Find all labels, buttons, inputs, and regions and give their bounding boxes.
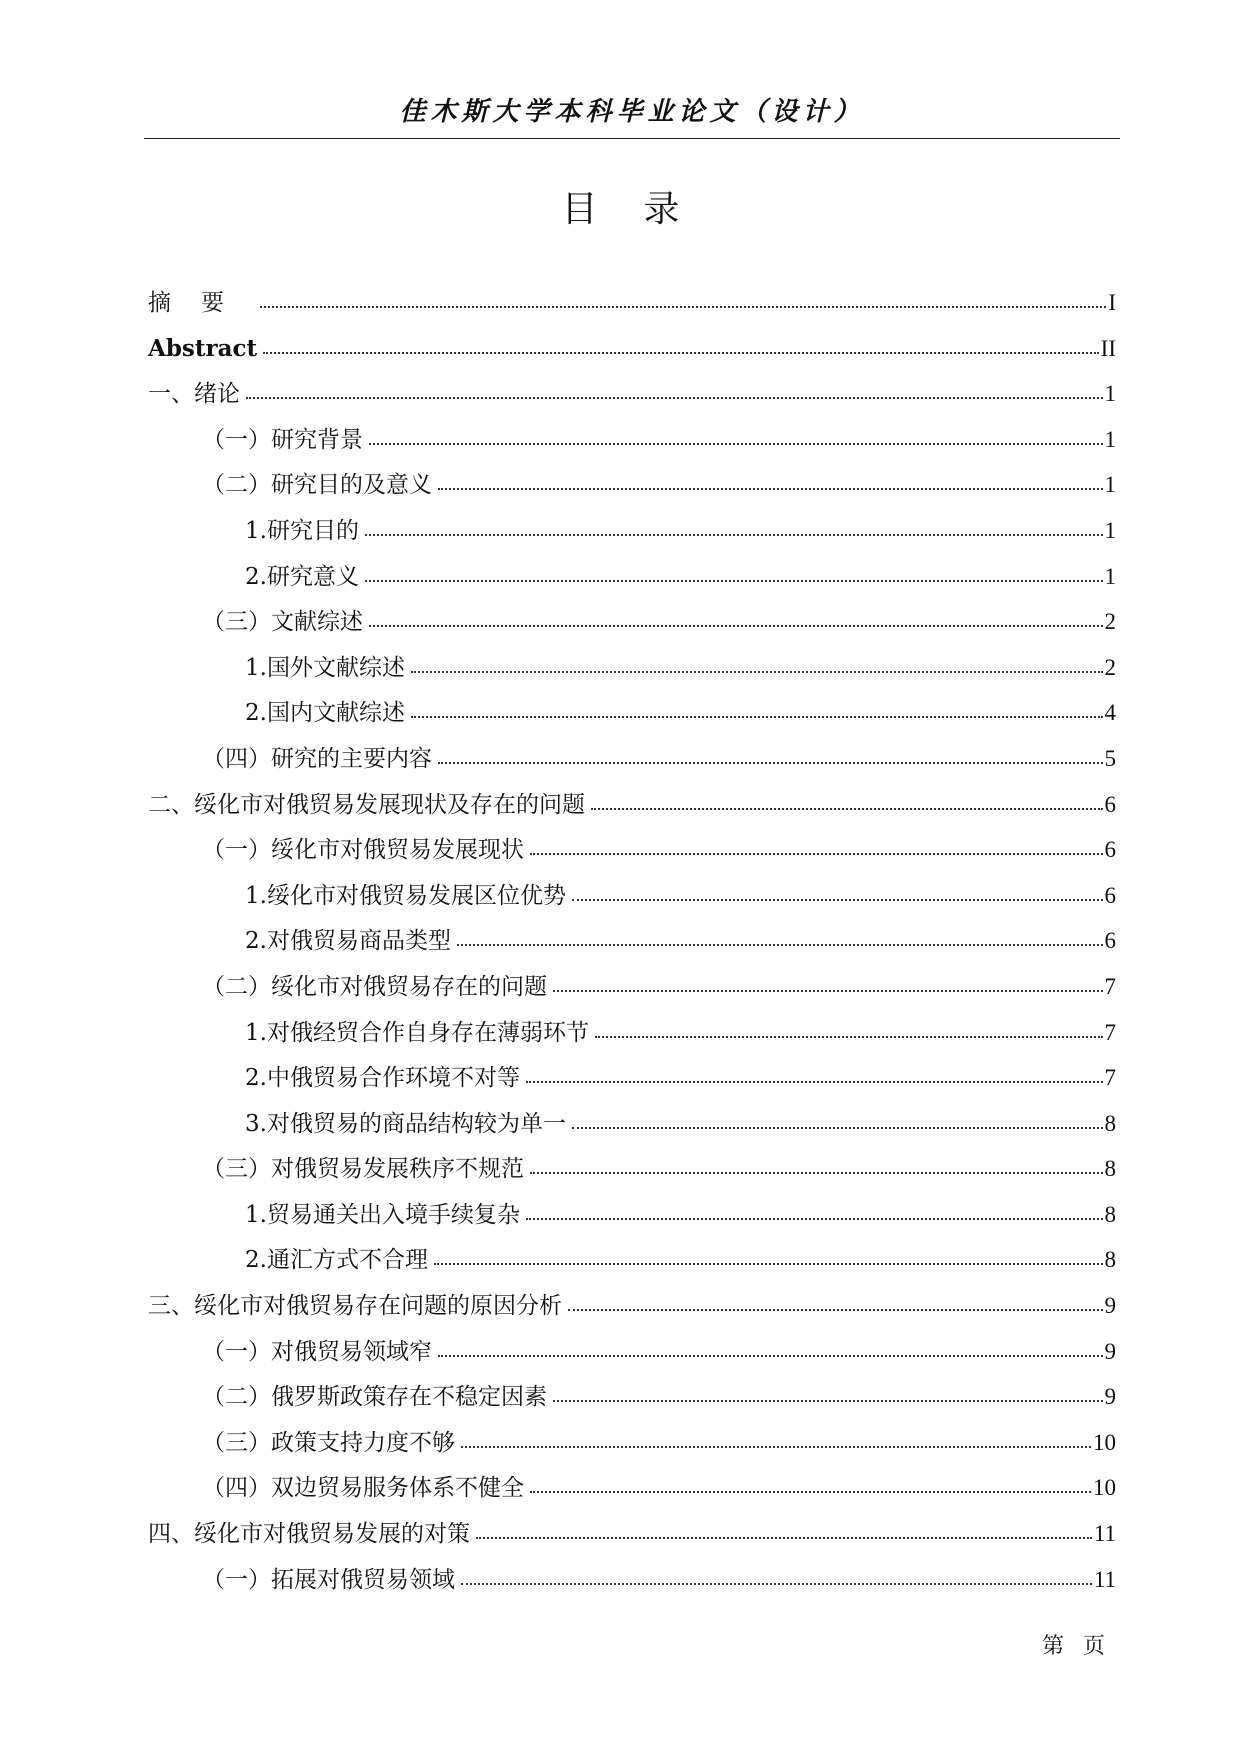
dot-leader xyxy=(369,437,1103,445)
toc-entry-label: （一）研究背景 xyxy=(202,426,363,453)
dot-leader xyxy=(526,1212,1103,1220)
toc-entry-page: 11 xyxy=(1093,1566,1116,1592)
dot-leader xyxy=(411,710,1103,718)
toc-entry-label: （三）对俄贸易发展秩序不规范 xyxy=(202,1156,524,1183)
toc-entry-label: （一）对俄贸易领域窄 xyxy=(202,1338,432,1365)
toc-entry-page: 6 xyxy=(1104,791,1116,817)
dot-leader xyxy=(369,619,1103,627)
toc-entry-page: 6 xyxy=(1104,928,1116,954)
toc-entry-page: 8 xyxy=(1104,1201,1116,1227)
toc-entry[interactable] xyxy=(148,1420,1116,1466)
dot-leader xyxy=(365,574,1103,582)
dot-leader xyxy=(461,1440,1091,1448)
toc-entry[interactable] xyxy=(148,1192,1116,1238)
toc-entry-page: 8 xyxy=(1104,1110,1116,1136)
dot-leader xyxy=(434,1257,1103,1265)
page-footer: 第 页 xyxy=(1042,1634,1111,1659)
toc-entry-page: 7 xyxy=(1104,1019,1116,1045)
toc-entry[interactable] xyxy=(148,280,1116,326)
toc-entry-page: I xyxy=(1108,290,1116,315)
toc-entry-label: （四）研究的主要内容 xyxy=(202,745,432,772)
toc-entry-page: 8 xyxy=(1104,1156,1116,1182)
toc-entry-page: 6 xyxy=(1104,837,1116,863)
toc-entry[interactable] xyxy=(148,827,1116,873)
toc-entry-label: 1.国外文献综述 xyxy=(245,654,405,681)
toc-entry-page: 9 xyxy=(1104,1293,1116,1319)
toc-entry[interactable] xyxy=(148,1557,1116,1603)
toc-entry-label: 2.中俄贸易合作环境不对等 xyxy=(245,1065,520,1092)
toc-entry-page: 2 xyxy=(1104,609,1116,635)
dot-leader xyxy=(438,482,1103,490)
toc-entry-page: 5 xyxy=(1104,745,1116,771)
toc-entry-label: （二）绥化市对俄贸易存在的问题 xyxy=(202,973,547,1000)
toc-entry-page: 1 xyxy=(1104,426,1116,452)
toc-entry-label: 1.贸易通关出入境手续复杂 xyxy=(245,1201,520,1228)
toc-entry-label: 三、绥化市对俄贸易存在问题的原因分析 xyxy=(148,1293,562,1320)
toc-entry-label: （一）绥化市对俄贸易发展现状 xyxy=(202,837,524,864)
toc-entry[interactable] xyxy=(148,690,1116,736)
dot-leader xyxy=(438,1349,1103,1357)
dot-leader xyxy=(530,1166,1103,1174)
toc-entry-label: （四）双边贸易服务体系不健全 xyxy=(202,1475,524,1502)
dot-leader xyxy=(595,1030,1103,1038)
toc-entry-label: 3.对俄贸易的商品结构较为单一 xyxy=(245,1110,566,1137)
dot-leader xyxy=(411,665,1103,673)
toc-entry-page: 9 xyxy=(1104,1384,1116,1410)
toc-entry-page: II xyxy=(1100,335,1116,361)
toc-entry[interactable] xyxy=(148,1329,1116,1375)
toc-entry-label: 四、绥化市对俄贸易发展的对策 xyxy=(148,1521,470,1548)
toc-entry-page: 2 xyxy=(1104,654,1116,680)
toc-entry-label: 摘要 xyxy=(148,290,254,316)
toc-entry[interactable] xyxy=(148,508,1116,554)
toc-entry-label: 一、绪论 xyxy=(148,381,240,408)
dot-leader xyxy=(476,1531,1092,1539)
toc-entry-page: 10 xyxy=(1093,1429,1116,1455)
toc-entry-label: 2.研究意义 xyxy=(245,563,359,590)
dot-leader xyxy=(461,1577,1092,1585)
toc-entry-label: 1.绥化市对俄贸易发展区位优势 xyxy=(245,882,566,909)
toc-entry-page: 7 xyxy=(1104,1065,1116,1091)
toc-entry-label: （二）研究目的及意义 xyxy=(202,472,432,499)
toc-entry-label: Abstract xyxy=(148,334,258,362)
dot-leader xyxy=(246,391,1103,399)
toc-entry-page: 4 xyxy=(1104,700,1116,726)
toc-entry[interactable] xyxy=(148,1101,1116,1147)
dot-leader xyxy=(553,984,1103,992)
toc-entry-label: 1.研究目的 xyxy=(245,517,359,544)
toc-entry-page: 1 xyxy=(1104,517,1116,543)
toc-entry[interactable] xyxy=(148,326,1116,372)
toc-entry[interactable] xyxy=(148,1465,1116,1511)
dot-leader xyxy=(572,1121,1103,1129)
dot-leader xyxy=(526,1075,1103,1083)
toc-entry[interactable] xyxy=(148,873,1116,919)
dot-leader xyxy=(263,346,1099,354)
dot-leader xyxy=(438,756,1103,764)
dot-leader xyxy=(457,938,1103,946)
toc-entry-label: 2.对俄贸易商品类型 xyxy=(245,928,451,955)
toc-entry[interactable] xyxy=(148,1237,1116,1283)
toc-entry[interactable] xyxy=(148,462,1116,508)
dot-leader xyxy=(568,1303,1103,1311)
dot-leader xyxy=(591,802,1103,810)
toc-entry[interactable] xyxy=(148,371,1116,417)
toc-entry-page: 11 xyxy=(1093,1521,1116,1547)
toc-entry[interactable] xyxy=(148,1511,1116,1557)
toc-entry[interactable] xyxy=(148,417,1116,463)
toc-entry-page: 9 xyxy=(1104,1338,1116,1364)
dot-leader xyxy=(365,528,1103,536)
toc-entry[interactable] xyxy=(148,1146,1116,1192)
header-title: 佳木斯大学本科毕业论文（设计） xyxy=(399,97,865,127)
toc-entry-label: （一）拓展对俄贸易领域 xyxy=(202,1566,455,1593)
toc-entry[interactable] xyxy=(148,782,1116,828)
toc-entry[interactable] xyxy=(148,554,1116,600)
table-of-contents xyxy=(148,280,1116,1602)
toc-entry-label: 1.对俄经贸合作自身存在薄弱环节 xyxy=(245,1019,589,1046)
page-header xyxy=(144,96,1120,139)
toc-entry-page: 6 xyxy=(1104,882,1116,908)
toc-entry-page: 1 xyxy=(1104,381,1116,407)
toc-entry-label: 二、绥化市对俄贸易发展现状及存在的问题 xyxy=(148,791,585,818)
toc-entry[interactable] xyxy=(148,1374,1116,1420)
toc-entry[interactable] xyxy=(148,1283,1116,1329)
toc-entry[interactable] xyxy=(148,964,1116,1010)
dot-leader xyxy=(553,1394,1103,1402)
toc-entry[interactable] xyxy=(148,1055,1116,1101)
dot-leader xyxy=(572,893,1103,901)
toc-entry-page: 10 xyxy=(1093,1475,1116,1501)
toc-title: 目录 xyxy=(561,189,726,230)
toc-entry-page: 1 xyxy=(1104,472,1116,498)
toc-entry[interactable] xyxy=(148,918,1116,964)
toc-entry-page: 1 xyxy=(1104,563,1116,589)
toc-entry[interactable] xyxy=(148,599,1116,645)
toc-entry-label: 2.国内文献综述 xyxy=(245,700,405,727)
toc-entry[interactable] xyxy=(148,736,1116,782)
toc-entry[interactable] xyxy=(148,1010,1116,1056)
toc-entry[interactable] xyxy=(148,645,1116,691)
dot-leader xyxy=(530,847,1103,855)
toc-entry-label: （三）政策支持力度不够 xyxy=(202,1429,455,1456)
dot-leader xyxy=(260,300,1106,308)
dot-leader xyxy=(530,1485,1091,1493)
toc-entry-page: 8 xyxy=(1104,1247,1116,1273)
toc-entry-label: 2.通汇方式不合理 xyxy=(245,1247,428,1274)
toc-entry-label: （二）俄罗斯政策存在不稳定因素 xyxy=(202,1384,547,1411)
toc-entry-page: 7 xyxy=(1104,973,1116,999)
toc-entry-label: （三）文献综述 xyxy=(202,609,363,636)
